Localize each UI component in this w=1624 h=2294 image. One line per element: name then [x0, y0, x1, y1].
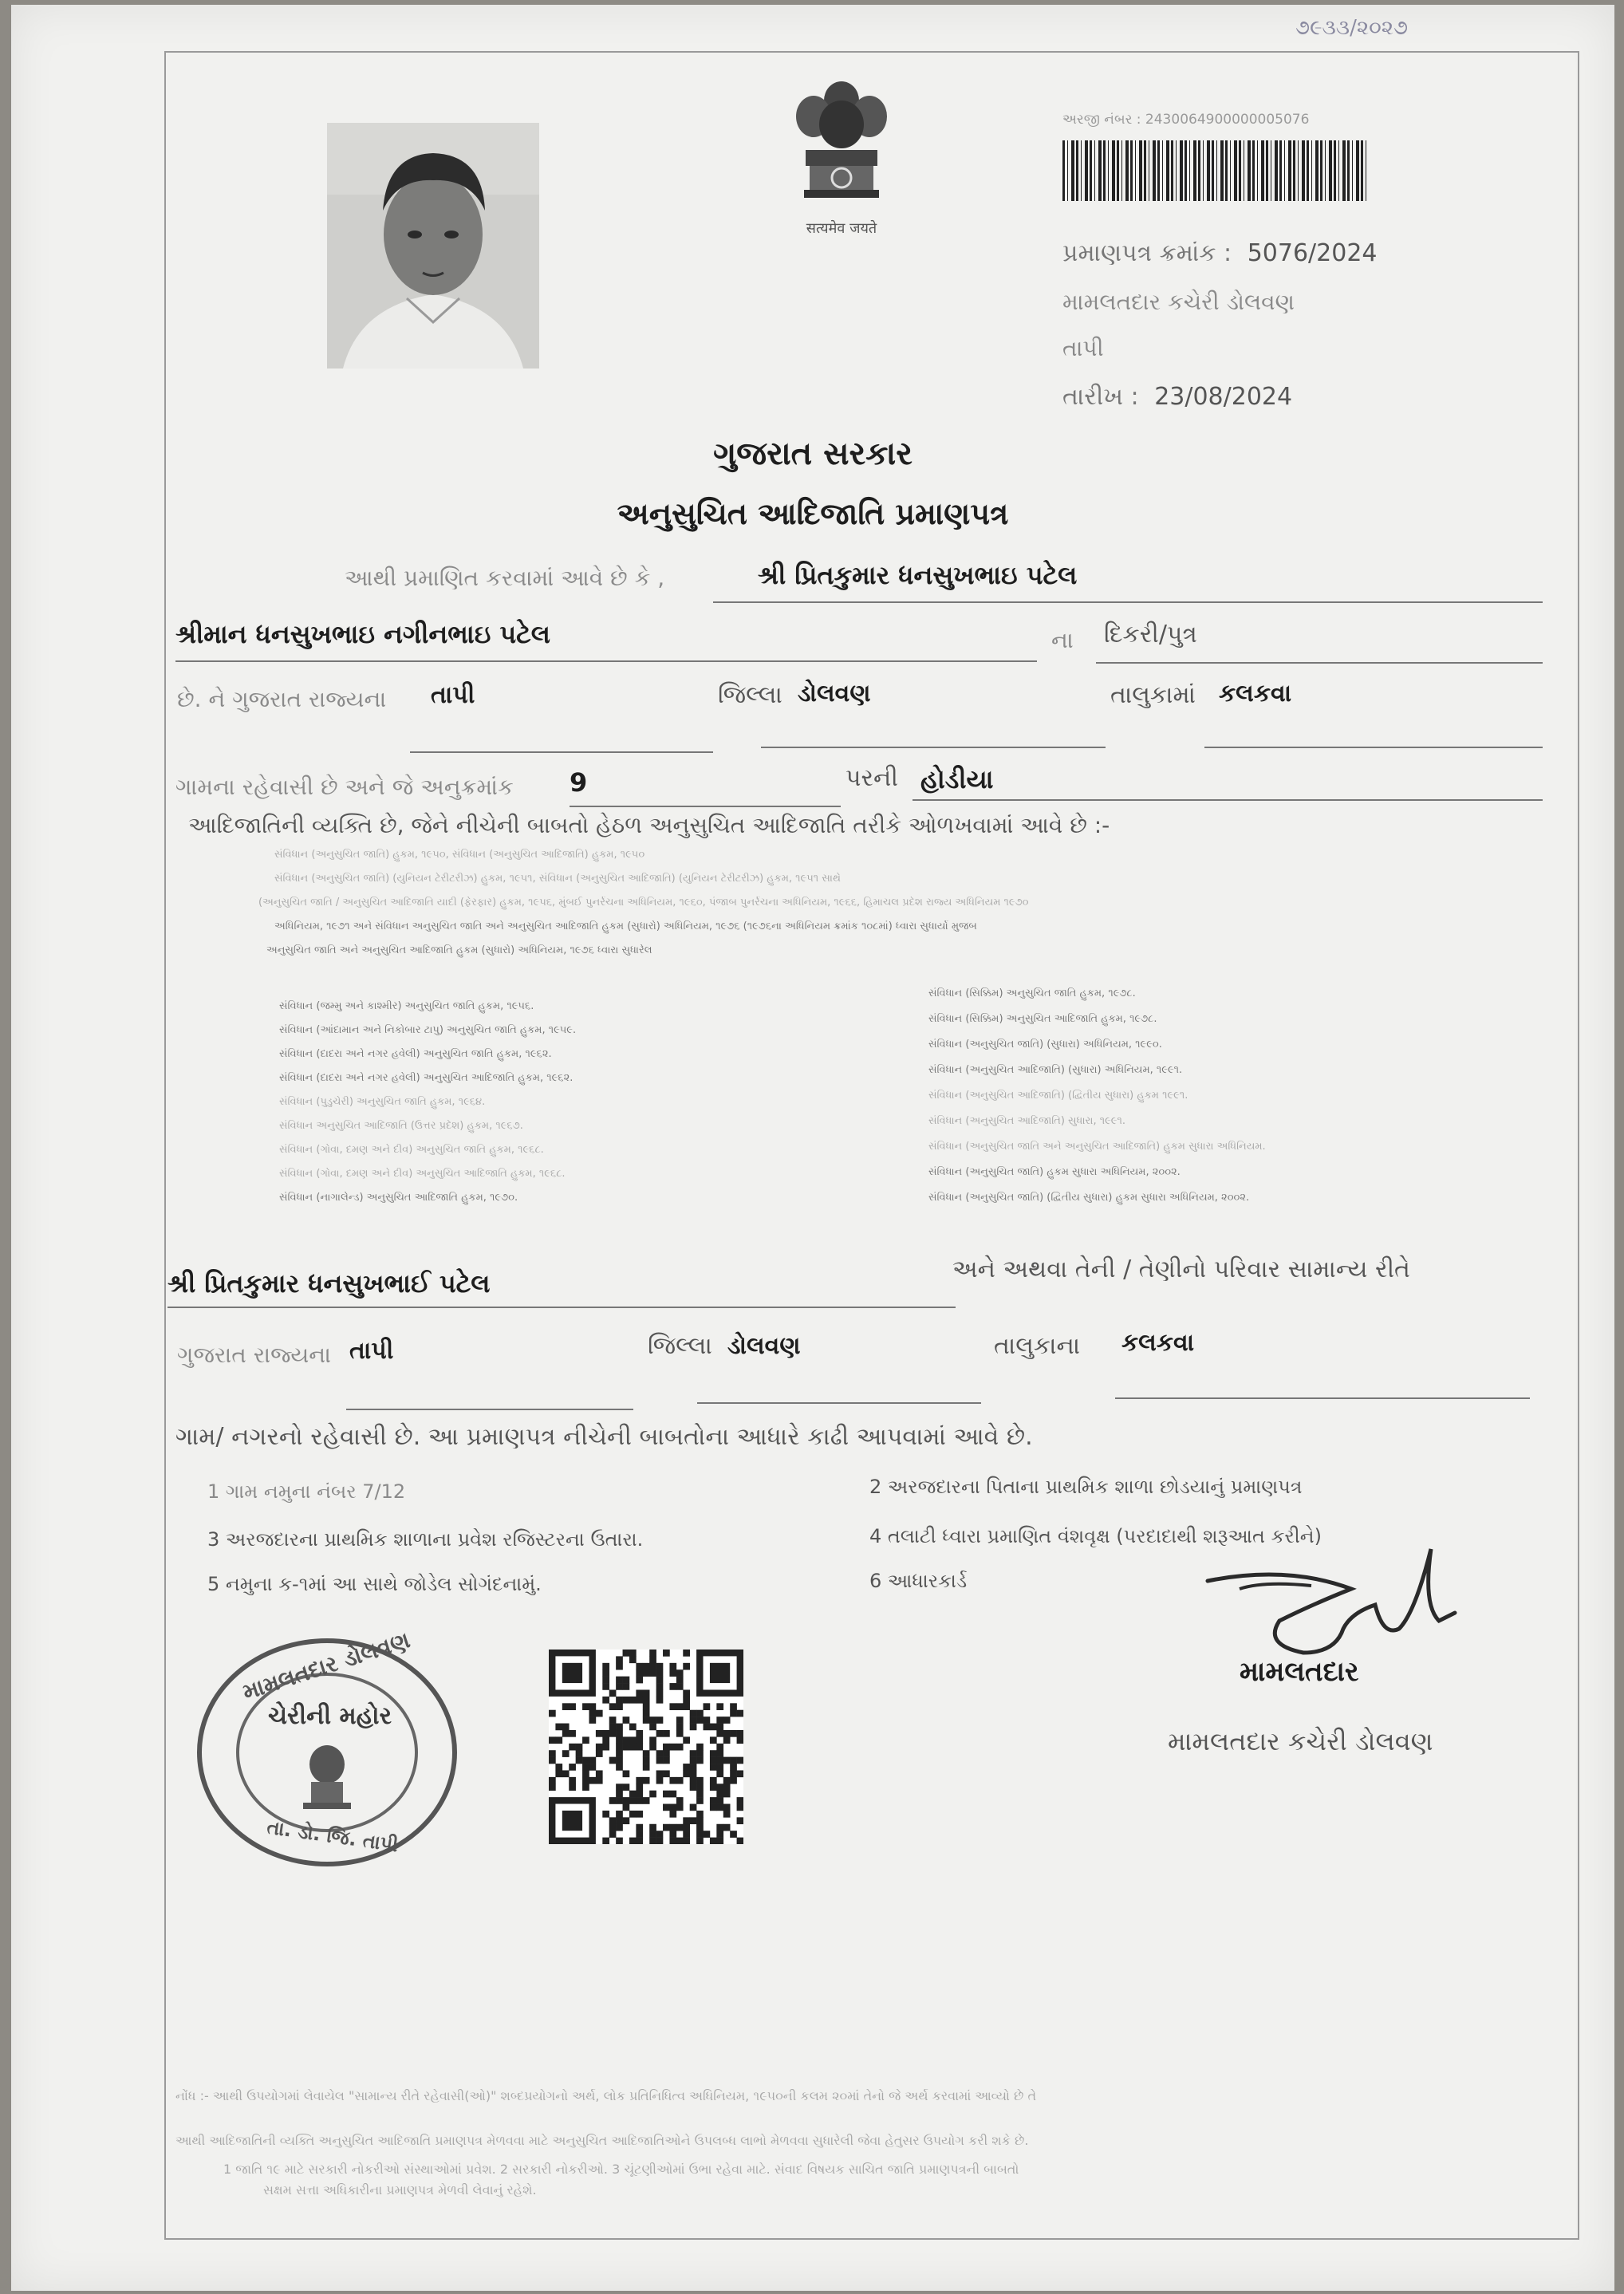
family-text: અને અથવા તેની / તેણીનો પરિવાર સામાન્ય રીતે	[952, 1255, 1410, 1283]
jilla-value-2: ડોલવણ	[727, 1332, 801, 1360]
signature	[1192, 1533, 1463, 1677]
certificate-title: અનુસુચિત આદિજાતિ પ્રમાણપત્ર	[617, 496, 1009, 531]
village-text: ગામના રહેવાસી છે અને જે અનુક્રમાંક	[175, 774, 514, 800]
order-item: સંવિધાન (અનુસુચિત જાતિ) હુકમ સુધારા અધિનિયમ, ૨૦૦૨.	[928, 1166, 1181, 1178]
order-item: સંવિધાન (અનુસુચિત આદિજાતિ) (દ્વિતીય સુધારા) હુકમ ૧૯૯૧.	[928, 1090, 1188, 1102]
order-item: સંવિધાન (અનુસુચિત આદિજાતિ) સુધારા, ૧૯૯૧.	[928, 1115, 1125, 1127]
taluka-line	[1204, 747, 1543, 748]
document-item: 1 ગામ નમુના નંબર 7/12	[207, 1480, 406, 1503]
application-number: અરજી નંબર : 2430064900000005076	[1062, 112, 1310, 128]
order-item: સંવિધાન (સિક્કિમ) અનુસુચિત આદિજાતિ હુકમ, ૧૯૭૮.	[928, 1013, 1157, 1025]
applicant-name-line	[713, 601, 1543, 603]
document-item: 4 તલાટી ધ્વારા પ્રમાણિત વંશવૃક્ષ (પરદાદાથી શરૂઆત કરીને)	[869, 1525, 1322, 1547]
recognition-text: આદિજાતિની વ્યક્તિ છે, જેને નીચેની બાબતો હેઠળ અનુસુચિત આદિજાતિ તરીકે ઓળખવામાં આવે છે :-	[188, 812, 1110, 838]
jilla-label: જિલ્લા	[718, 681, 782, 709]
qr-code	[549, 1650, 743, 1844]
intro-text: આથી પ્રમાણિત કરવામાં આવે છે કે ,	[345, 565, 665, 591]
basis-text: ગામ/ નગરનો રહેવાસી છે. આ પ્રમાણપત્ર નીચેની બાબતોના આધારે કાઢી આપવામાં આવે છે.	[175, 1423, 1033, 1451]
par-label: પરની	[846, 764, 898, 792]
order-item: સંવિધાન (અનુસુચિત જાતિ) (દ્વિતીય સુધારા) હુકમ સુધારા અધિનિયમ, ૨૦૦૨.	[928, 1192, 1250, 1204]
orders-left-column	[279, 1000, 853, 1216]
document-item: 3 અરજદારના પ્રાથમિક શાળાના પ્રવેશ રજિસ્ટરના ઉતારા.	[207, 1528, 644, 1551]
barcode	[1062, 140, 1369, 201]
emblem-caption: सत्यमेव जयते	[806, 220, 877, 237]
order-item: સંવિધાન (અનુસુચિત આદિજાતિ) (સુધારા) અધિનિયમ, ૧૯૯૧.	[928, 1064, 1183, 1076]
document-item: 6 આધારકાર્ડ	[869, 1570, 968, 1592]
applicant-name-2: શ્રી પ્રિતકુમાર ધનસુખભાઈ પટેલ	[168, 1268, 491, 1299]
taluka-label-2: તાલુકાના	[994, 1332, 1081, 1360]
relation-line	[1096, 662, 1543, 664]
certificate-number-row	[1062, 239, 1378, 267]
order-line: અનુસુચિત જાતિ અને અનુસુચિત આદિજાતિ હુકમ (સુધારો) અધિનિયમ, ૧૯૭૬ ધ્વારા સુધારેલ	[266, 944, 652, 956]
seal-ring-text: મામલતદાર ડોલવણ	[239, 1626, 413, 1705]
certificate-number-label: પ્રમાણપત્ર ક્રમાંક :	[1062, 239, 1232, 267]
orders-right-column	[928, 987, 1519, 1217]
signatory-designation: મામલતદાર	[1240, 1656, 1359, 1688]
serial-number: 9	[570, 767, 588, 798]
tribe-name: હોડીયા	[920, 764, 994, 794]
jilla-value: ડોલવણ	[798, 680, 871, 708]
serial-line	[570, 806, 841, 807]
tribe-line	[913, 799, 1543, 801]
document-item: 2 અરજદારના પિતાના પ્રાથમિક શાળા છોડયાનું પ્રમાણપત્ર	[869, 1476, 1303, 1498]
issue-date-label: તારીખ :	[1062, 383, 1139, 411]
order-item: સંવિધાન (દાદરા અને નગર હવેલી) અનુસુચિત જાતિ હુકમ, ૧૯૬૨.	[279, 1048, 552, 1060]
order-item: સંવિધાન (પુડુચેરી) અનુસુચિત જાતિ હુકમ, ૧૯૬૪.	[279, 1096, 486, 1108]
state-text: છે. ને ગુજરાત રાજ્યના	[177, 686, 387, 712]
qr-code-icon	[549, 1650, 743, 1844]
jilla-2-line	[697, 1402, 981, 1404]
seal-bottom-text: તા. ડો. જિ. તાપી	[265, 1815, 400, 1857]
seal-center-text: ચેરીની મહોર	[268, 1702, 392, 1730]
order-item: સંવિધાન (અનુસુચિત જાતિ અને અનુસુચિત આદિજાતિ) હુકમ સુધારા અધિનિયમ.	[928, 1141, 1266, 1153]
footer-note: નોંધ :- આથી ઉપયોગમાં લેવાયેલ "સામાન્ય રીતે રહેવાસી(ઓ)" શબ્દપ્રયોગનો અર્થ, લોક પ્રતિનિધિત્વ અધિનિયમ, ૧૯૫૦ની કલમ ૨૦માં તેનો જે અર્થ કરવામાં આવ્યો છે તે	[175, 2088, 1037, 2103]
father-name: શ્રીમાન ધનસુખભાઇ નગીનભાઇ પટેલ	[175, 619, 550, 649]
footer-note: આથી આદિજાતિની વ્યક્તિ અનુસુચિત આદિજાતિ પ્રમાણપત્ર મેળવવા માટે અનુસુચિત આદિજાતિઓને ઉપલબ્ધ લાભો મેળવવા સુધારેલી જેવા હેતુસર ઉપયોગ કરી શકે છે.	[175, 2133, 1029, 2148]
footer-note: સક્ષમ સત્તા અધિકારીના પ્રમાણપત્ર મેળવી લેવાનું રહેશે.	[263, 2182, 537, 2197]
orders-block	[258, 849, 1543, 968]
order-item: સંવિધાન (જમ્મુ અને કાશ્મીર) અનુસુચિત જાતિ હુકમ, ૧૯૫૬.	[279, 1000, 534, 1012]
document-item: 5 નમુના ક-૧માં આ સાથે જોડેલ સોગંદનામું.	[207, 1573, 542, 1595]
government-title: ગુજરાત સરકાર	[713, 436, 913, 472]
applicant-name: શ્રી પ્રિતકુમાર ધનસુખભાઇ પટેલ	[758, 560, 1078, 590]
lion-capital-emblem-icon	[782, 77, 901, 212]
signatory-office: મામલતદાર કચેરી ડોલવણ	[1168, 1726, 1433, 1756]
taluka-value-2: કલકવા	[1121, 1329, 1195, 1357]
order-item: સંવિધાન (નાગાલેન્ડ) અનુસુચિત આદિજાતિ હુકમ, ૧૯૭૦.	[279, 1192, 518, 1204]
taluka-2-line	[1115, 1397, 1530, 1399]
issue-date-row	[1062, 383, 1292, 411]
issue-date: 23/08/2024	[1154, 383, 1293, 411]
applicant-photo	[327, 123, 539, 369]
jilla-label-2: જિલ્લા	[648, 1332, 712, 1360]
order-line: સંવિધાન (અનુસુચિત જાતિ) હુકમ, ૧૯૫૦, સંવિધાન (અનુસુચિત આદિજાતિ) હુકમ, ૧૯૫૦	[274, 849, 645, 861]
district-line	[410, 751, 713, 753]
order-item: સંવિધાન (ગોવા, દમણ અને દીવ) અનુસુચિત જાતિ હુકમ, ૧૯૬૮.	[279, 1144, 544, 1156]
na-text: ના	[1051, 627, 1074, 653]
taluka-label: તાલુકામાં	[1110, 681, 1196, 709]
order-line: અધિનિયમ, ૧૯૭૧ અને સંવિધાન અનુસુચિત જાતિ અને અનુસુચિત આદિજાતિ હુકમ (સુધારો) અધિનિયમ, ૧૯૭૬ (૧૯૭૬ના અધિનિયમ ક્રમાંક ૧૦૮માં) ધ્વારા સુધાર્યા મુજબ	[274, 920, 977, 932]
order-item: સંવિધાન (ગોવા, દમણ અને દીવ) અનુસુચિત આદિજાતિ હુકમ, ૧૯૬૮.	[279, 1168, 566, 1180]
person-photo-icon	[327, 123, 539, 369]
order-item: સંવિધાન (દાદરા અને નગર હવેલી) અનુસુચિત આદિજાતિ હુકમ, ૧૯૬૨.	[279, 1072, 574, 1084]
district-2-line	[346, 1409, 633, 1410]
district-value: તાપી	[431, 681, 475, 709]
certificate-number: 5076/2024	[1247, 239, 1378, 267]
district-value-2: તાપી	[349, 1337, 394, 1365]
relation: દિકરી/પુત્ર	[1104, 621, 1197, 648]
footer-note: 1 જાતિ ૧૯ માટે સરકારી નોકરીઓ સંસ્થાઓમાં પ્રવેશ. 2 સરકારી નોકરીઓ. 3 ચૂંટણીઓમાં ઉભા રહેવા માટે. સંવાદ વિષયક સાચિત જાતિ પ્રમાણપત્રની બાબતો	[223, 2162, 1019, 2177]
issuing-district: તાપી	[1062, 335, 1104, 361]
national-emblem	[782, 77, 901, 236]
order-line: (અનુસુચિત જાતિ / અનુસુચિત આદિજાતિ યાદી (ફેરફાર) હુકમ, ૧૯૫૬, મુંબઈ પુનર્રચના અધિનિયમ, ૧૯૬૦, પંજાબ પુનર્રચના અધિનિયમ, ૧૯૬૬, હિમાચલ પ્રદેશ રાજ્ય અધિનિયમ ૧૯૭૦	[258, 897, 1029, 909]
order-item: સંવિધાન (આંદામાન અને નિકોબાર ટાપુ) અનુસુચિત જાતિ હુકમ, ૧૯૫૯.	[279, 1024, 577, 1036]
order-line: સંવિધાન (અનુસુચિત જાતિ) (યુનિયન ટેરીટરીઝ) હુકમ, ૧૯૫૧, સંવિધાન (અનુસુચિત આદિજાતિ) (યુનિયન ટેરીટરીઝ) હુકમ, ૧૯૫૧ સાથે	[274, 873, 841, 885]
handwritten-signature-icon	[1192, 1533, 1463, 1677]
order-item: સંવિધાન (અનુસુચિત જાતિ) (સુધારા) અધિનિયમ, ૧૯૯૦.	[928, 1039, 1162, 1050]
father-name-line	[175, 660, 1037, 662]
corner-handwriting: ૭૯૩૩/૨૦૨૭	[1295, 16, 1409, 40]
issuing-office: મામલતદાર કચેરી ડોલવણ	[1062, 289, 1295, 315]
office-seal	[191, 1626, 463, 1868]
taluka-value: કલકવા	[1219, 680, 1292, 708]
jilla-line	[761, 747, 1106, 748]
order-item: સંવિધાન (સિક્કિમ) અનુસુચિત જાતિ હુકમ, ૧૯૭૮.	[928, 987, 1136, 999]
certificate-paper	[11, 5, 1614, 2291]
applicant-name-2-line	[168, 1307, 956, 1308]
order-item: સંવિધાન અનુસુચિત આદિજાતિ (ઉત્તર પ્રદેશ) હુકમ, ૧૯૬૭.	[279, 1120, 523, 1132]
state-text-2: ગુજરાત રાજ્યના	[177, 1342, 332, 1368]
